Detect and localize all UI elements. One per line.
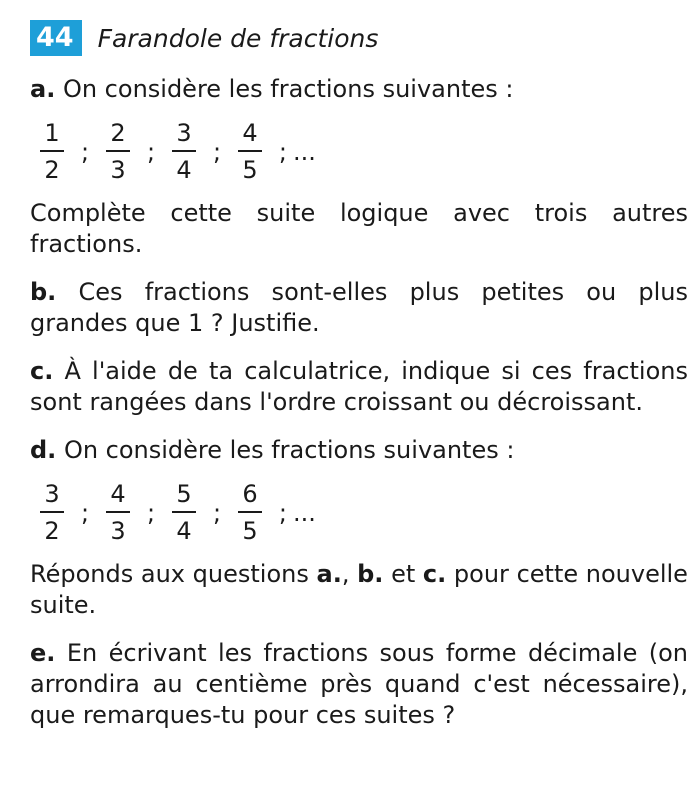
part-a-intro	[30, 74, 688, 105]
fraction: $\frac{3}{2}$	[39, 480, 65, 545]
part-a-task: Complète cette suite logique avec trois autres fractions.	[30, 199, 688, 258]
fraction: $\frac{2}{3}$	[105, 119, 131, 184]
exercise-title: Farandole de fractions	[97, 23, 379, 53]
exercise-header	[30, 18, 688, 58]
part-c	[30, 356, 688, 418]
fraction-separator: ;	[278, 498, 287, 527]
fraction-separator: ;	[146, 498, 156, 527]
part-b	[30, 277, 688, 339]
fraction: $\frac{6}{5}$	[237, 480, 263, 545]
fraction-separator: ;	[80, 137, 90, 166]
ref-a: a.	[316, 560, 342, 588]
fraction-separator: ;	[146, 137, 156, 166]
part-d-text: On considère les fractions suivantes :	[63, 436, 515, 464]
part-d-label: d.	[30, 436, 57, 464]
part-b-text: Ces fractions sont-elles plus petites ou plus grandes que 1 ? Justifie.	[30, 278, 688, 337]
part-a-text: On considère les fractions suivantes :	[62, 75, 514, 103]
fraction-separator: ;	[212, 137, 222, 166]
fraction-separator: ;	[278, 137, 287, 166]
fraction-sequence-1	[39, 119, 688, 184]
fraction: $\frac{1}{2}$	[39, 119, 65, 184]
ref-b: b.	[357, 560, 384, 588]
part-e-text: En écrivant les fractions sous forme décimale (on arrondira au centième près quand c'est nécessaire), que remarques-tu pour ces suites ?	[30, 639, 688, 729]
exercise-number-badge: 44	[30, 20, 82, 56]
part-d-intro	[30, 435, 688, 466]
fraction: $\frac{5}{4}$	[171, 480, 197, 545]
fraction: $\frac{3}{4}$	[171, 119, 197, 184]
part-c-label: c.	[30, 357, 54, 385]
part-a-label: a.	[30, 75, 56, 103]
exercise-page	[30, 18, 688, 731]
part-b-label: b.	[30, 278, 57, 306]
fraction-separator: ;	[80, 498, 90, 527]
sequence-ellipsis: ...	[293, 137, 316, 166]
part-c-text: À l'aide de ta calculatrice, indique si ces fractions sont rangées dans l'ordre croissant ou décroissant.	[30, 357, 688, 416]
fraction-separator: ;	[212, 498, 222, 527]
fraction: $\frac{4}{3}$	[105, 480, 131, 545]
ref-c: c.	[422, 560, 447, 588]
sequence-ellipsis: ...	[293, 498, 316, 527]
part-e-label: e.	[30, 639, 56, 667]
part-d-task: Réponds aux questions a., b. et c. pour cette nouvelle suite.	[30, 560, 688, 619]
part-e	[30, 638, 688, 731]
fraction-sequence-2	[39, 480, 688, 545]
fraction: $\frac{4}{5}$	[237, 119, 263, 184]
